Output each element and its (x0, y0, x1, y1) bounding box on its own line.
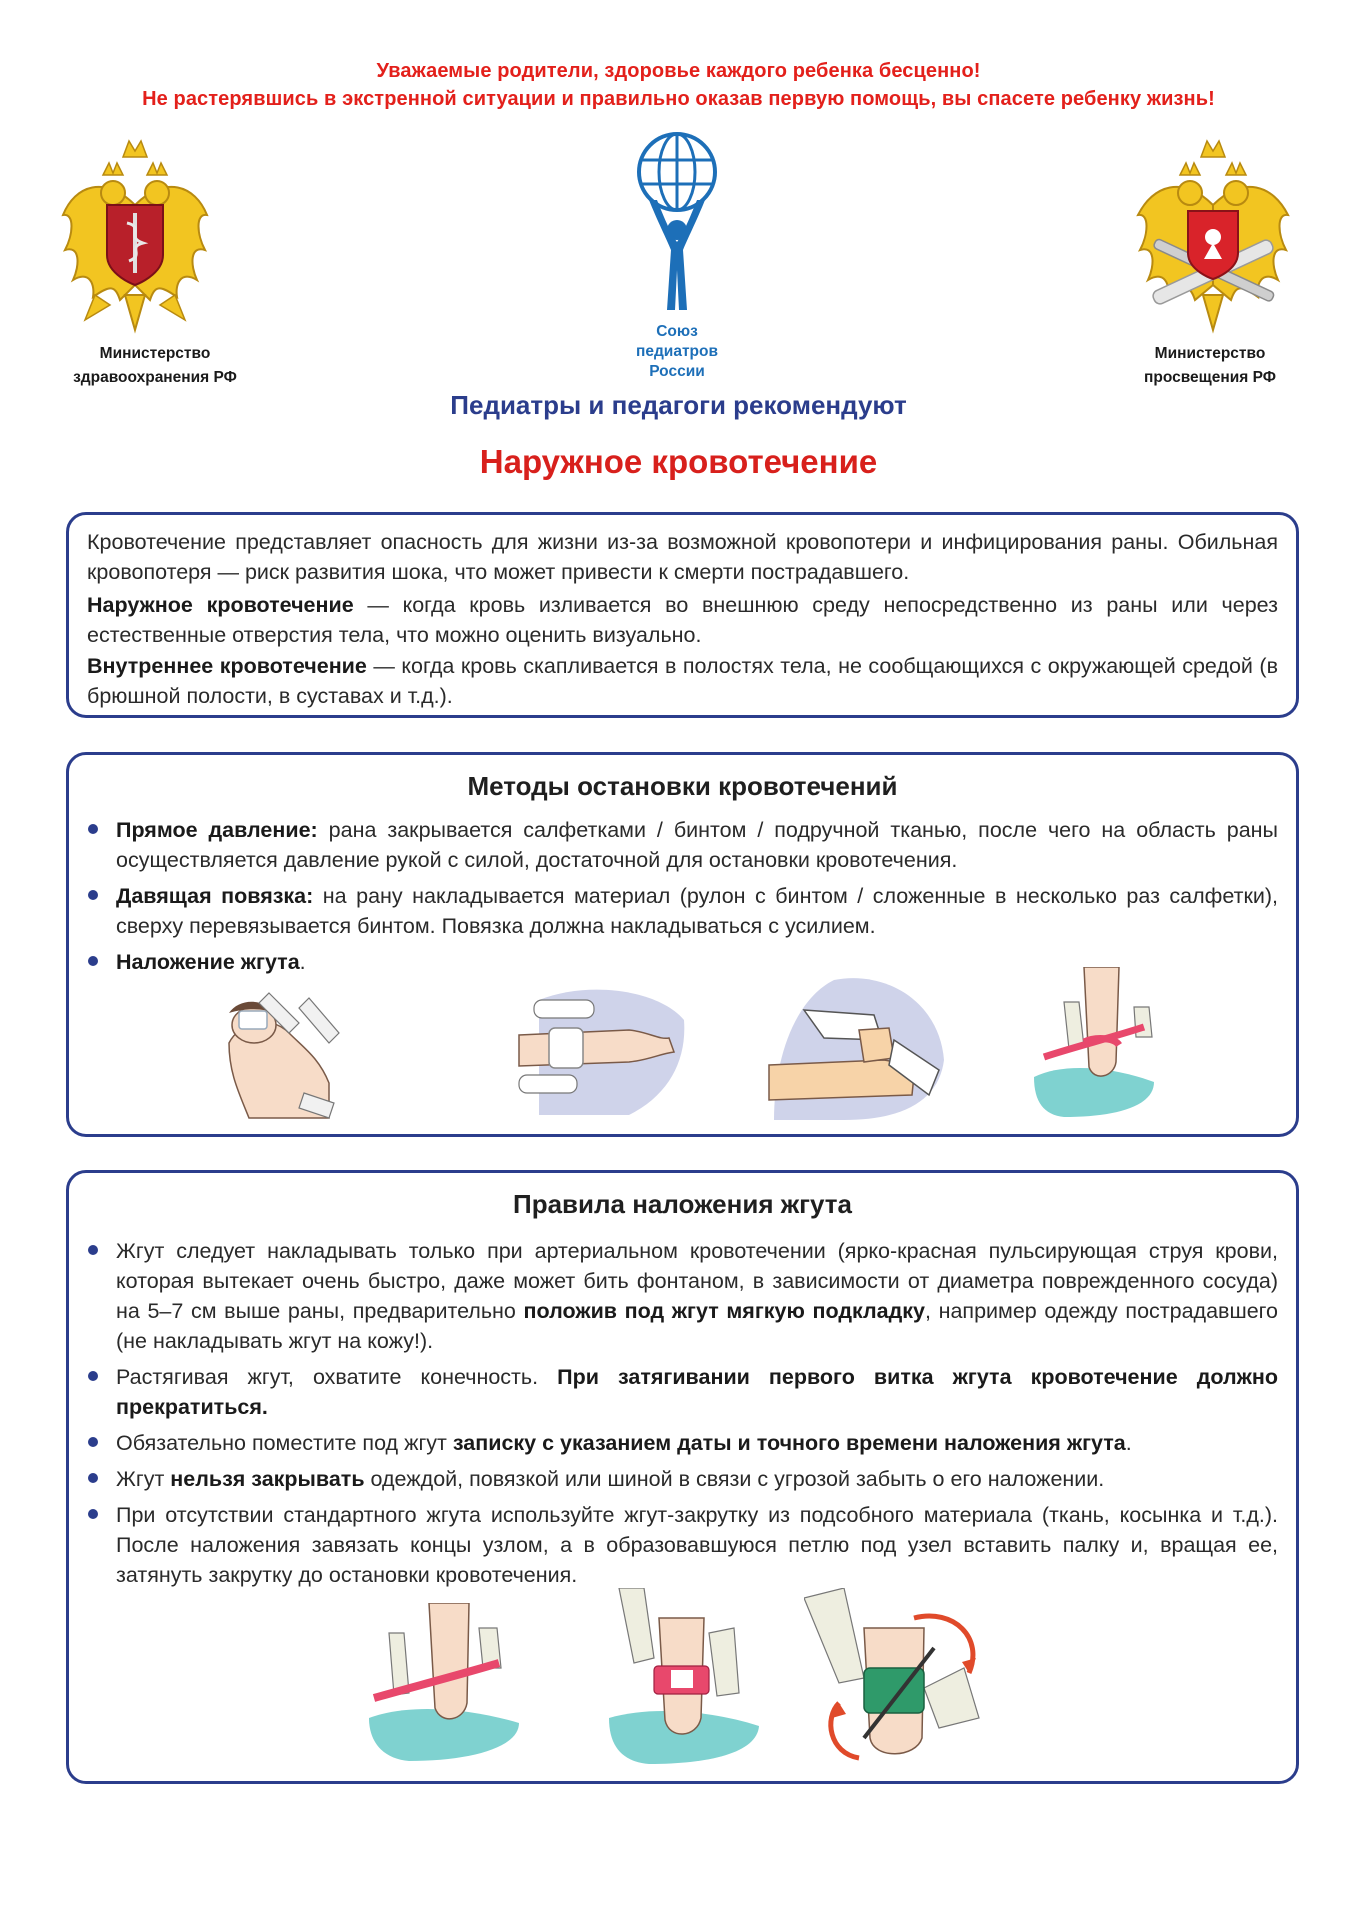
list-item: Прямое давление: рана закрывается салфетками / бинтом / подручной тканью, после чего на область раны осуществляется давление рукой с силой, достаточной для остановки кровотечения. (69, 815, 1278, 875)
list-item: Наложение жгута. (69, 947, 1278, 977)
rules-title: Правила наложения жгута (513, 1189, 852, 1219)
methods-list (69, 815, 1278, 983)
list-item: Жгут следует накладывать только при артериальном кровотечении (ярко-красная пульсирующая струя крови, которая вытекает очень быстро, даже может бить фонтаном, в зависимости от диаметра поврежденного сосуда) на 5–7 см выше раны, предварительно положив под жгут мягкую подкладку, например одежду пострадавшего (не накладывать жгут на кожу!). (69, 1236, 1278, 1356)
tourniquet-illustration (1034, 967, 1194, 1125)
list-item: Жгут нельзя закрывать одеждой, повязкой или шиной в связи с угрозой забыть о его наложении. (69, 1464, 1278, 1494)
rules-list (69, 1236, 1278, 1596)
list-item: При отсутствии стандартного жгута используйте жгут-закрутку из подсобного материала (ткань, косынка и т.д.). После наложения завязать концы узлом, а в образовавшуюся петлю под узел вставить палку и, вращая ее, затянуть закрутку до остановки кровотечения. (69, 1500, 1278, 1590)
rules-box (66, 1170, 1299, 1784)
list-item: Растягивая жгут, охватите конечность. При затягивании первого витка жгута кровотечение должно прекратиться. (69, 1362, 1278, 1422)
methods-title: Методы остановки кровотечений (467, 771, 898, 801)
pressure-bandage-illustration (509, 980, 689, 1120)
twist-tourniquet-illustration (804, 1588, 1004, 1766)
recommend-title: Педиатры и педагоги рекомендуют (450, 390, 907, 420)
health-ministry-emblem (55, 135, 215, 340)
education-ministry-emblem (1128, 135, 1298, 340)
intro-box (66, 512, 1299, 718)
direct-pressure-illustration (209, 983, 359, 1123)
tourniquet-step-1-illustration (369, 1603, 549, 1763)
header-line-2: Не растерявшись в экстренной ситуации и правильно оказав первую помощь, вы спасете ребенку жизнь! (142, 88, 1215, 110)
hand-pressure-illustration (764, 970, 949, 1125)
right-org-label: Министерство просвещения РФ (1144, 345, 1276, 386)
tourniquet-step-2-illustration (609, 1588, 764, 1766)
left-org-label: Министерство здравоохранения РФ (73, 345, 237, 386)
pediatricians-union-logo (627, 130, 727, 325)
header-line-1: Уважаемые родители, здоровье каждого ребенка бесценно! (376, 60, 981, 82)
intro-paragraph-3: Внутреннее кровотечение — когда кровь скапливается в полостях тела, не сообщающихся с окружающей средой (в брюшной полости, в суставах и т.д.). (87, 654, 1278, 708)
center-org-label: Союз педиатров России (635, 323, 719, 380)
list-item: Давящая повязка: на рану накладывается материал (рулон с бинтом / сложенные в несколько раз салфетки), сверху перевязывается бинтом. Повязка должна накладываться с усилием. (69, 881, 1278, 941)
intro-paragraph-1: Кровотечение представляет опасность для жизни из-за возможной кровопотери и инфицирования раны. Обильная кровопотеря — риск развития шока, что может привести к смерти пострадавшего. (87, 530, 1278, 584)
methods-box (66, 752, 1299, 1137)
intro-paragraph-2: Наружное кровотечение — когда кровь изливается во внешнюю среду непосредственно из раны или через естественные отверстия тела, что можно оценить визуально. (87, 593, 1278, 647)
list-item: Обязательно поместите под жгут записку с указанием даты и точного времени наложения жгута. (69, 1428, 1278, 1458)
page-title: Наружное кровотечение (479, 443, 878, 480)
